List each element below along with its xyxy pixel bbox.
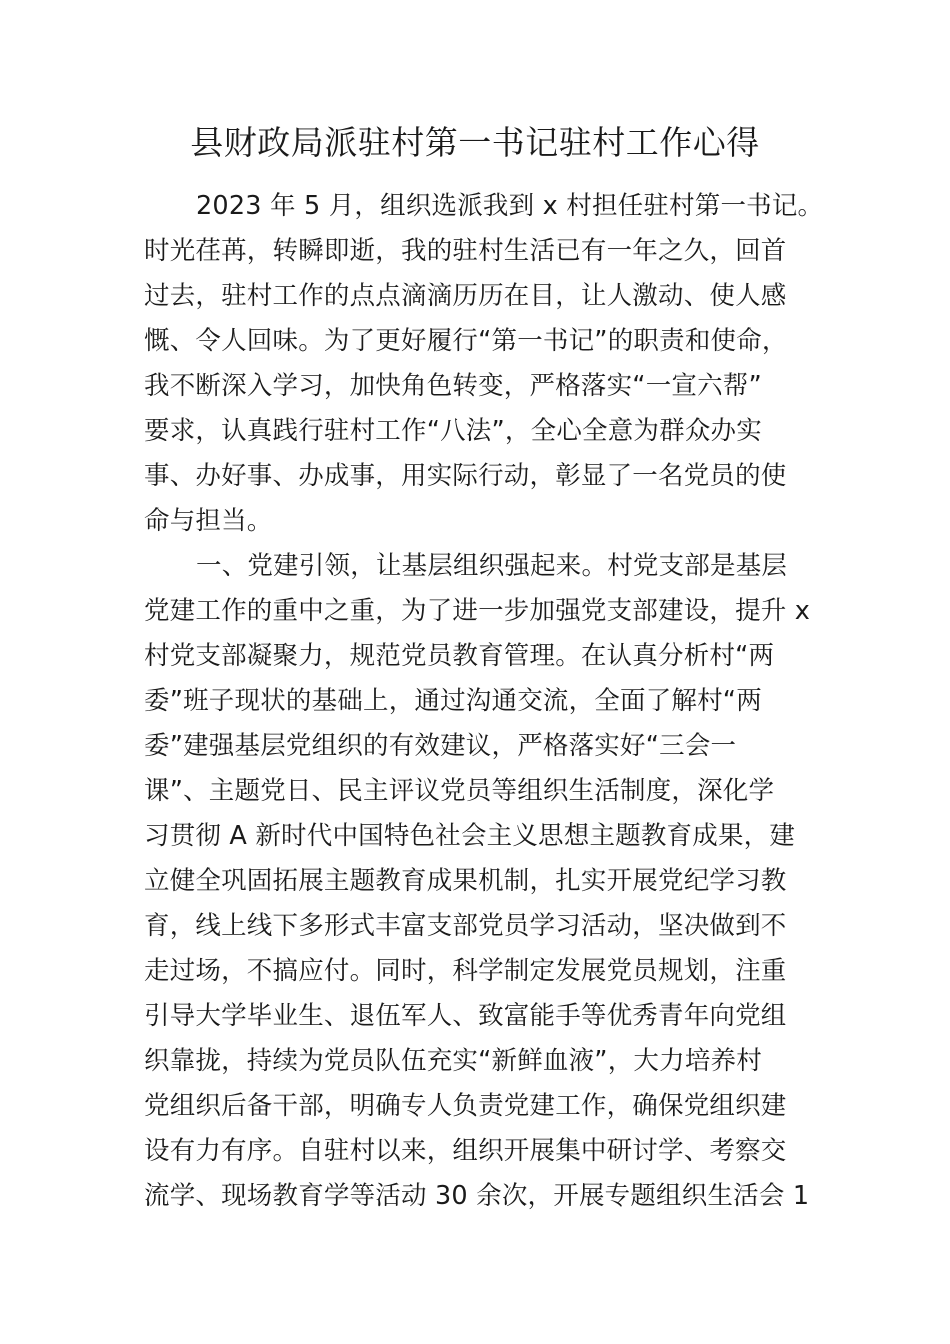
text-line: 设有力有序。自驻村以来，组织开展集中研讨学、考察交 xyxy=(144,1136,787,1166)
text-line: 引导大学毕业生、退伍军人、致富能手等优秀青年向党组 xyxy=(144,1001,787,1031)
text-line: 课”、主题党日、民主评议党员等组织生活制度，深化学 xyxy=(144,776,775,806)
text-line: 要求，认真践行驻村工作“八法”，全心全意为群众办实 xyxy=(144,416,762,446)
document-title: 县财政局派驻村第一书记驻村工作心得 xyxy=(190,123,760,162)
paragraph-section-one xyxy=(144,544,824,1219)
text-line: 2023 年 5 月，组织选派我到 x 村担任驻村第一书记。 xyxy=(196,191,824,221)
text-line: 织靠拢，持续为党员队伍充实“新鲜血液”，大力培养村 xyxy=(144,1046,762,1076)
text-line: 党建工作的重中之重，为了进一步加强党支部建设，提升 x xyxy=(144,596,811,626)
text-line: 过去，驻村工作的点点滴滴历历在目，让人激动、使人感 xyxy=(144,281,787,311)
text-line: 党组织后备干部，明确专人负责党建工作，确保党组织建 xyxy=(144,1091,787,1121)
text-line: 委”建强基层党组织的有效建议，严格落实好“三会一 xyxy=(144,731,737,761)
text-line: 流学、现场教育学等活动 30 余次，开展专题组织生活会 1 xyxy=(144,1181,810,1211)
text-line: 命与担当。 xyxy=(144,506,273,536)
text-line: 习贯彻 A 新时代中国特色社会主义思想主题教育成果，建 xyxy=(144,821,796,851)
paragraph-intro xyxy=(144,184,824,544)
text-line: 事、办好事、办成事，用实际行动，彰显了一名党员的使 xyxy=(144,461,787,491)
text-line: 我不断深入学习，加快角色转变，严格落实“一宣六帮” xyxy=(144,371,762,401)
text-line: 委”班子现状的基础上，通过沟通交流，全面了解村“两 xyxy=(144,686,762,716)
text-line: 走过场，不搞应付。同时，科学制定发展党员规划，注重 xyxy=(144,956,787,986)
text-line: 立健全巩固拓展主题教育成果机制，扎实开展党纪学习教 xyxy=(144,866,787,896)
text-line: 时光荏苒，转瞬即逝，我的驻村生活已有一年之久，回首 xyxy=(144,236,787,266)
text-line: 村党支部凝聚力，规范党员教育管理。在认真分析村“两 xyxy=(144,641,775,671)
text-line: 一、党建引领，让基层组织强起来。村党支部是基层 xyxy=(196,551,788,581)
text-line: 慨、令人回味。为了更好履行“第一书记”的职责和使命， xyxy=(144,326,788,356)
text-line: 育，线上线下多形式丰富支部党员学习活动，坚决做到不 xyxy=(144,911,787,941)
